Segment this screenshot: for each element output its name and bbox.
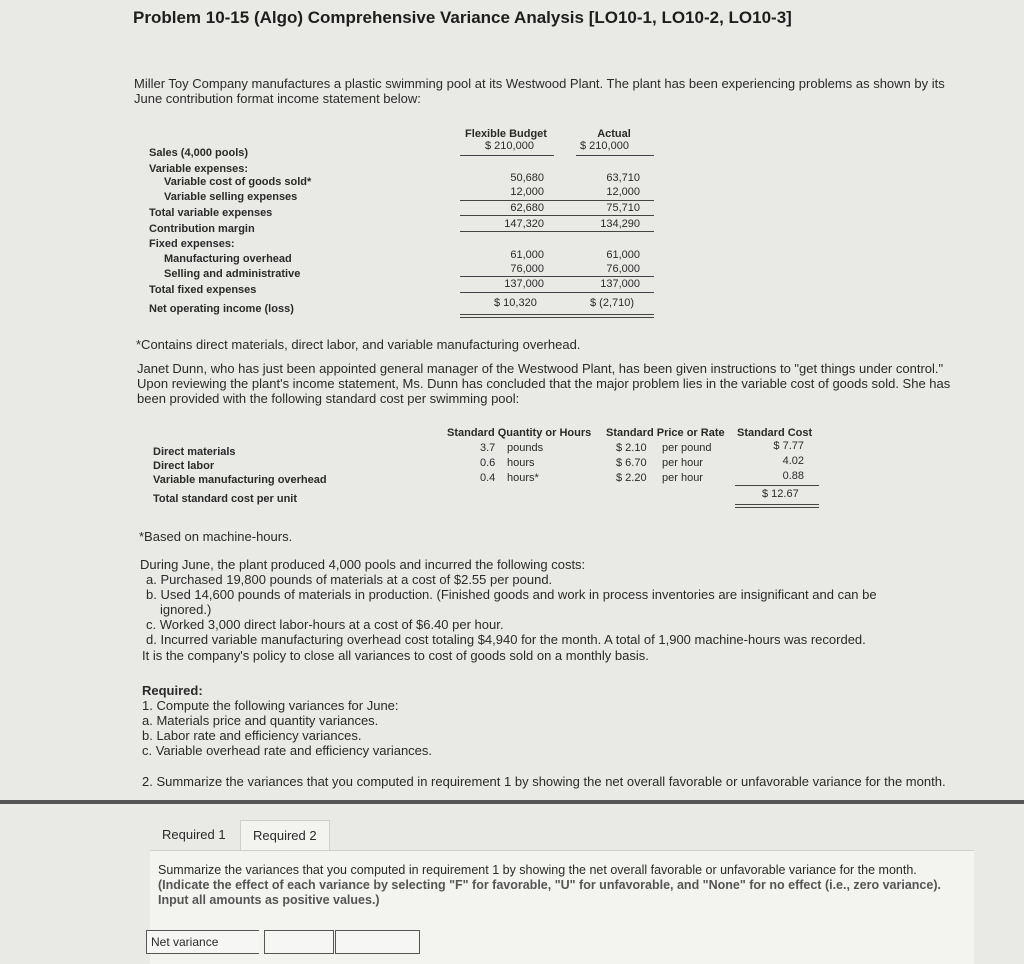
flex-contribution: 147,320 bbox=[504, 218, 544, 230]
vo-cost: 0.88 bbox=[782, 470, 804, 482]
actual-contribution: 134,290 bbox=[600, 218, 640, 230]
dunn-paragraph: Janet Dunn, who has just been appointed general manager of the Westwood Plant, has been given instructions to "get things under control." Upon reviewing the plant's income statement, Ms. Dunn has concluded that the major problem lies in the variable cost of goods sold. She has been provided with the following standard cost per swimming pool: bbox=[137, 361, 951, 406]
actual-net-income: $ (2,710) bbox=[590, 297, 635, 309]
june-item-b: b. Used 14,600 pounds of materials in production. (Finished goods and work in process inventories are insignificant and can be bbox=[146, 587, 877, 602]
row-direct-labor: Direct labor bbox=[153, 460, 215, 472]
required-item-2: 2. Summarize the variances that you computed in requirement 1 by showing the net overall favorable or unfavorable variance for the month. bbox=[142, 774, 946, 789]
col-actual: Actual bbox=[597, 128, 631, 140]
dl-qty-unit: hours bbox=[507, 457, 535, 469]
answer-panel bbox=[150, 850, 974, 964]
dl-price-unit: per hour bbox=[662, 457, 703, 469]
col-flexible-budget: Flexible Budget bbox=[465, 128, 547, 140]
footnote-machine-hours: *Based on machine-hours. bbox=[139, 529, 293, 544]
row-total-std-cost: Total standard cost per unit bbox=[153, 493, 298, 505]
row-direct-materials: Direct materials bbox=[153, 446, 236, 458]
tab-required-1[interactable]: Required 1 bbox=[162, 827, 226, 842]
june-item-b-cont: ignored.) bbox=[160, 602, 212, 617]
tab-required-2[interactable]: Required 2 bbox=[240, 820, 330, 851]
dm-price: $ 2.10 bbox=[616, 442, 647, 454]
footnote-contains: *Contains direct materials, direct labor, and variable manufacturing overhead. bbox=[136, 337, 581, 352]
net-variance-amount-input[interactable] bbox=[264, 930, 334, 954]
actual-mfg-overhead: 61,000 bbox=[606, 249, 640, 261]
row-label-sales: Sales (4,000 pools) bbox=[149, 147, 249, 159]
row-label-sell-admin: Selling and administrative bbox=[164, 268, 301, 280]
flex-total-variable: 62,680 bbox=[510, 202, 544, 214]
row-var-mfg-overhead: Variable manufacturing overhead bbox=[153, 474, 327, 486]
page-divider bbox=[0, 800, 1024, 804]
dm-qty-unit: pounds bbox=[507, 442, 544, 454]
row-label-var-selling: Variable selling expenses bbox=[164, 191, 298, 203]
row-label-fixed-expenses: Fixed expenses: bbox=[149, 238, 235, 250]
col-std-cost: Standard Cost bbox=[737, 427, 813, 439]
row-label-net-income: Net operating income (loss) bbox=[149, 303, 294, 315]
vo-price: $ 2.20 bbox=[616, 472, 647, 484]
page-title: Problem 10-15 (Algo) Comprehensive Variance Analysis [LO10-1, LO10-2, LO10-3] bbox=[133, 8, 792, 27]
vo-price-unit: per hour bbox=[662, 472, 703, 484]
net-variance-effect-select[interactable] bbox=[335, 930, 420, 954]
june-item-d: d. Incurred variable manufacturing overhead cost totaling $4,940 for the month. A total of 1,900 machine-hours was recorded. bbox=[146, 632, 866, 647]
vo-qty-unit: hours* bbox=[507, 472, 539, 484]
actual-sales: $ 210,000 bbox=[580, 140, 629, 152]
dl-cost: 4.02 bbox=[782, 455, 804, 467]
flex-net-income: $ 10,320 bbox=[494, 297, 537, 309]
row-label-mfg-overhead: Manufacturing overhead bbox=[164, 253, 292, 265]
row-label-contribution: Contribution margin bbox=[149, 223, 255, 235]
flex-sales: $ 210,000 bbox=[485, 140, 534, 152]
flex-var-selling: 12,000 bbox=[510, 186, 544, 198]
instruction-note: (Indicate the effect of each variance by selecting "F" for favorable, "U" for unfavorable, and "None" for no effect (i.e., zero variance). Input all amounts as positive values.) bbox=[158, 878, 941, 907]
required-item-a: a. Materials price and quantity variances. bbox=[142, 713, 379, 728]
vo-qty: 0.4 bbox=[480, 472, 496, 484]
flex-var-cogs: 50,680 bbox=[510, 172, 544, 184]
col-std-price: Standard Price or Rate bbox=[606, 427, 725, 439]
required-item-b: b. Labor rate and efficiency variances. bbox=[142, 728, 362, 743]
actual-total-variable: 75,710 bbox=[606, 202, 640, 214]
required-item-1: 1. Compute the following variances for June: bbox=[142, 698, 399, 713]
required-item-c: c. Variable overhead rate and efficiency variances. bbox=[142, 743, 433, 758]
net-variance-label: Net variance bbox=[151, 935, 219, 949]
actual-sell-admin: 76,000 bbox=[606, 263, 640, 275]
total-std-cost: $ 12.67 bbox=[762, 488, 799, 500]
col-std-qty: Standard Quantity or Hours bbox=[447, 427, 592, 439]
actual-var-selling: 12,000 bbox=[606, 186, 640, 198]
row-label-total-fixed: Total fixed expenses bbox=[149, 284, 257, 296]
actual-total-fixed: 137,000 bbox=[600, 278, 640, 290]
june-item-a: a. Purchased 19,800 pounds of materials at a cost of $2.55 per pound. bbox=[146, 572, 553, 587]
flex-sell-admin: 76,000 bbox=[510, 263, 544, 275]
dm-price-unit: per pound bbox=[662, 442, 712, 454]
net-variance-label-cell bbox=[146, 930, 259, 954]
intro-paragraph: Miller Toy Company manufactures a plastic swimming pool at its Westwood Plant. The plant has been experiencing problems as shown by its June contribution format income statement below: bbox=[134, 76, 945, 106]
row-label-total-variable: Total variable expenses bbox=[149, 207, 273, 219]
row-label-var-cogs: Variable cost of goods sold* bbox=[164, 176, 312, 188]
flex-mfg-overhead: 61,000 bbox=[510, 249, 544, 261]
dm-cost: $ 7.77 bbox=[773, 440, 804, 452]
dl-qty: 0.6 bbox=[480, 457, 496, 469]
actual-var-cogs: 63,710 bbox=[606, 172, 640, 184]
required-heading: Required: bbox=[142, 683, 203, 698]
june-policy: It is the company's policy to close all variances to cost of goods sold on a monthly basis. bbox=[142, 648, 649, 663]
dm-qty: 3.7 bbox=[480, 442, 496, 454]
row-label-variable-expenses: Variable expenses: bbox=[149, 163, 249, 175]
dl-price: $ 6.70 bbox=[616, 457, 647, 469]
june-item-c: c. Worked 3,000 direct labor-hours at a cost of $6.40 per hour. bbox=[146, 617, 504, 632]
instruction-main: Summarize the variances that you computed in requirement 1 by showing the net overall favorable or unfavorable variance for the month. bbox=[158, 863, 917, 877]
flex-total-fixed: 137,000 bbox=[504, 278, 544, 290]
instructions bbox=[158, 863, 958, 908]
june-intro: During June, the plant produced 4,000 pools and incurred the following costs: bbox=[140, 557, 586, 572]
